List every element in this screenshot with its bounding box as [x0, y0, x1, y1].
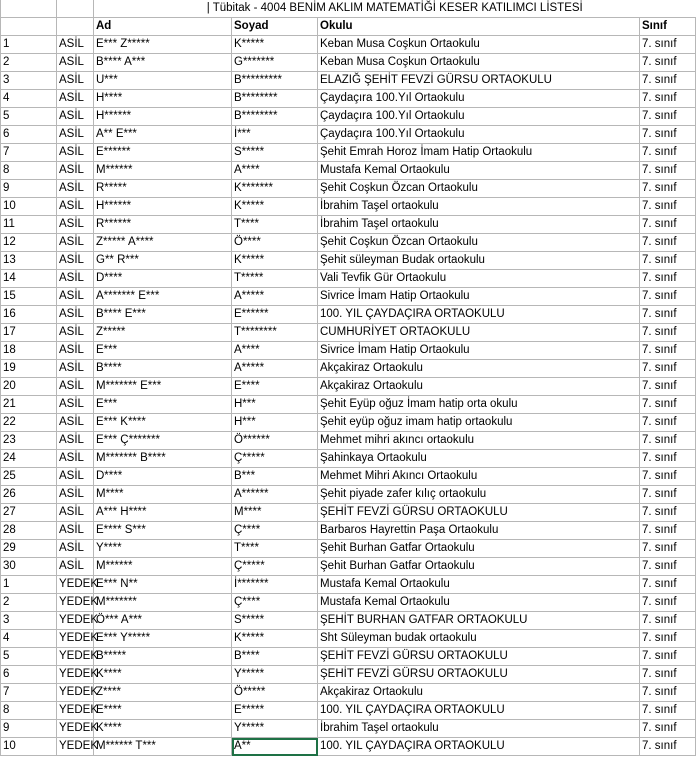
- school-cell[interactable]: Sivrice İmam Hatip Ortaokulu: [318, 342, 640, 360]
- row-number-cell[interactable]: 1: [1, 576, 57, 594]
- table-row: [1, 702, 696, 720]
- first-name-cell[interactable]: E****: [94, 702, 232, 720]
- school-cell[interactable]: ŞEHİT FEVZİ GÜRSU ORTAOKULU: [318, 504, 640, 522]
- status-cell[interactable]: ASİL: [57, 252, 94, 270]
- row-number-cell[interactable]: 6: [1, 666, 57, 684]
- row-number-cell[interactable]: 2: [1, 54, 57, 72]
- first-name-cell[interactable]: A******* E***: [94, 288, 232, 306]
- table-row: [1, 180, 696, 198]
- class-cell[interactable]: 7. sınıf: [640, 342, 696, 360]
- table-row: [1, 576, 696, 594]
- header-cell-status[interactable]: [57, 18, 94, 36]
- first-name-cell[interactable]: E*** Z*****: [94, 36, 232, 54]
- last-name-cell[interactable]: B********: [232, 108, 318, 126]
- last-name-cell[interactable]: T********: [232, 324, 318, 342]
- status-cell[interactable]: ASİL: [57, 558, 94, 576]
- last-name-cell[interactable]: H***: [232, 396, 318, 414]
- class-cell[interactable]: 7. sınıf: [640, 396, 696, 414]
- first-name-cell[interactable]: E***: [94, 342, 232, 360]
- status-cell[interactable]: ASİL: [57, 54, 94, 72]
- last-name-cell[interactable]: M****: [232, 504, 318, 522]
- row-number-cell[interactable]: 27: [1, 504, 57, 522]
- last-name-cell[interactable]: E*****: [232, 702, 318, 720]
- row-number-cell[interactable]: 24: [1, 450, 57, 468]
- school-cell[interactable]: Şehit piyade zafer kılıç ortaokulu: [318, 486, 640, 504]
- first-name-cell[interactable]: Z****: [94, 684, 232, 702]
- last-name-cell[interactable]: A******: [232, 486, 318, 504]
- row-number-cell[interactable]: 28: [1, 522, 57, 540]
- class-cell[interactable]: 7. sınıf: [640, 270, 696, 288]
- status-cell[interactable]: ASİL: [57, 270, 94, 288]
- last-name-cell[interactable]: E******: [232, 306, 318, 324]
- class-cell[interactable]: 7. sınıf: [640, 612, 696, 630]
- last-name-cell[interactable]: İ*******: [232, 576, 318, 594]
- school-cell[interactable]: Şehit Eyüp oğuz İmam hatip orta okulu: [318, 396, 640, 414]
- school-cell[interactable]: Akçakiraz Ortaokulu: [318, 378, 640, 396]
- last-name-cell[interactable]: K*******: [232, 180, 318, 198]
- class-cell[interactable]: 7. sınıf: [640, 36, 696, 54]
- first-name-cell[interactable]: B**** E***: [94, 306, 232, 324]
- last-name-cell[interactable]: T****: [232, 216, 318, 234]
- class-cell[interactable]: 7. sınıf: [640, 180, 696, 198]
- class-cell[interactable]: 7. sınıf: [640, 666, 696, 684]
- last-name-cell[interactable]: A****: [232, 162, 318, 180]
- last-name-cell[interactable]: Ç*****: [232, 558, 318, 576]
- first-name-cell[interactable]: A** E***: [94, 126, 232, 144]
- row-number-cell[interactable]: 25: [1, 468, 57, 486]
- first-name-cell[interactable]: H****: [94, 90, 232, 108]
- row-number-cell[interactable]: 5: [1, 648, 57, 666]
- school-cell[interactable]: Şehit Coşkun Özcan Ortaokulu: [318, 180, 640, 198]
- table-row: [1, 396, 696, 414]
- header-cell-soyad[interactable]: Soyad: [232, 18, 318, 36]
- table-row: [1, 594, 696, 612]
- first-name-cell[interactable]: K****: [94, 720, 232, 738]
- first-name-cell[interactable]: Z***** A****: [94, 234, 232, 252]
- last-name-cell[interactable]: A****: [232, 342, 318, 360]
- class-cell[interactable]: 7. sınıf: [640, 594, 696, 612]
- first-name-cell[interactable]: Ö*** A***: [94, 612, 232, 630]
- status-cell[interactable]: ASİL: [57, 216, 94, 234]
- class-cell[interactable]: 7. sınıf: [640, 162, 696, 180]
- school-cell[interactable]: 100. YIL ÇAYDAÇIRA ORTAOKULU: [318, 738, 640, 756]
- last-name-cell[interactable]: K*****: [232, 630, 318, 648]
- first-name-cell[interactable]: B*****: [94, 648, 232, 666]
- last-name-cell[interactable]: A*****: [232, 360, 318, 378]
- row-number-cell[interactable]: 10: [1, 738, 57, 756]
- school-cell[interactable]: Şehit eyüp oğuz imam hatip ortaokulu: [318, 414, 640, 432]
- table-row: [1, 270, 696, 288]
- table-row: [1, 648, 696, 666]
- status-cell[interactable]: ASİL: [57, 378, 94, 396]
- school-cell[interactable]: Çaydaçıra 100.Yıl Ortaokulu: [318, 108, 640, 126]
- school-cell[interactable]: Şehit Coşkun Özcan Ortaokulu: [318, 234, 640, 252]
- first-name-cell[interactable]: H******: [94, 198, 232, 216]
- class-cell[interactable]: 7. sınıf: [640, 306, 696, 324]
- status-cell[interactable]: YEDEK: [57, 594, 94, 612]
- row-number-cell[interactable]: 14: [1, 270, 57, 288]
- school-cell[interactable]: Şehit Emrah Horoz İmam Hatip Ortaokulu: [318, 144, 640, 162]
- status-cell[interactable]: ASİL: [57, 126, 94, 144]
- row-number-cell[interactable]: 1: [1, 36, 57, 54]
- row-number-cell[interactable]: 20: [1, 378, 57, 396]
- school-cell[interactable]: Şahinkaya Ortaokulu: [318, 450, 640, 468]
- status-cell[interactable]: YEDEK: [57, 738, 94, 756]
- first-name-cell[interactable]: U***: [94, 72, 232, 90]
- school-cell[interactable]: İbrahim Taşel ortaokulu: [318, 216, 640, 234]
- school-cell[interactable]: ELAZIĞ ŞEHİT FEVZİ GÜRSU ORTAOKULU: [318, 72, 640, 90]
- table-row: [1, 144, 696, 162]
- table-row: [1, 216, 696, 234]
- last-name-cell[interactable]: Y*****: [232, 666, 318, 684]
- status-cell[interactable]: YEDEK: [57, 630, 94, 648]
- table-row: [1, 36, 696, 54]
- last-name-cell[interactable]: T*****: [232, 270, 318, 288]
- school-cell[interactable]: Çaydaçıra 100.Yıl Ortaokulu: [318, 90, 640, 108]
- last-name-cell[interactable]: Ç*****: [232, 450, 318, 468]
- school-cell[interactable]: İbrahim Taşel ortaokulu: [318, 720, 640, 738]
- status-cell[interactable]: ASİL: [57, 540, 94, 558]
- status-cell[interactable]: ASİL: [57, 324, 94, 342]
- last-name-cell[interactable]: T****: [232, 540, 318, 558]
- first-name-cell[interactable]: M****: [94, 486, 232, 504]
- status-cell[interactable]: YEDEK: [57, 576, 94, 594]
- table-row: [1, 414, 696, 432]
- status-cell[interactable]: ASİL: [57, 144, 94, 162]
- table-row: [1, 54, 696, 72]
- status-cell[interactable]: ASİL: [57, 234, 94, 252]
- class-cell[interactable]: 7. sınıf: [640, 630, 696, 648]
- row-number-cell[interactable]: 21: [1, 396, 57, 414]
- row-number-cell[interactable]: 13: [1, 252, 57, 270]
- first-name-cell[interactable]: E*** Ç*******: [94, 432, 232, 450]
- class-cell[interactable]: 7. sınıf: [640, 198, 696, 216]
- table-row: [1, 378, 696, 396]
- last-name-cell[interactable]: B********: [232, 90, 318, 108]
- school-cell[interactable]: Mustafa Kemal Ortaokulu: [318, 594, 640, 612]
- school-cell[interactable]: 100. YIL ÇAYDAÇIRA ORTAOKULU: [318, 306, 640, 324]
- status-cell[interactable]: ASİL: [57, 72, 94, 90]
- first-name-cell[interactable]: D****: [94, 468, 232, 486]
- class-cell[interactable]: 7. sınıf: [640, 684, 696, 702]
- row-number-cell[interactable]: 8: [1, 702, 57, 720]
- class-cell[interactable]: 7. sınıf: [640, 126, 696, 144]
- table-row: [1, 738, 696, 756]
- last-name-cell[interactable]: Ç****: [232, 522, 318, 540]
- last-name-cell[interactable]: Ö******: [232, 432, 318, 450]
- school-cell[interactable]: ŞEHİT BURHAN GATFAR ORTAOKULU: [318, 612, 640, 630]
- table-row: [1, 162, 696, 180]
- school-cell[interactable]: Şehit Burhan Gatfar Ortaokulu: [318, 540, 640, 558]
- first-name-cell[interactable]: R*****: [94, 180, 232, 198]
- school-cell[interactable]: Sht Süleyman budak ortaokulu: [318, 630, 640, 648]
- class-cell[interactable]: 7. sınıf: [640, 54, 696, 72]
- last-name-cell[interactable]: Y*****: [232, 720, 318, 738]
- last-name-cell[interactable]: Ö*****: [232, 684, 318, 702]
- row-number-cell[interactable]: 3: [1, 72, 57, 90]
- status-cell[interactable]: ASİL: [57, 342, 94, 360]
- status-cell[interactable]: YEDEK: [57, 666, 94, 684]
- first-name-cell[interactable]: M****** T***: [94, 738, 232, 756]
- table-row: [1, 720, 696, 738]
- first-name-cell[interactable]: Y****: [94, 540, 232, 558]
- class-cell[interactable]: 7. sınıf: [640, 558, 696, 576]
- header-cell-ad[interactable]: Ad: [94, 18, 232, 36]
- row-number-cell[interactable]: 4: [1, 90, 57, 108]
- table-row: [1, 504, 696, 522]
- row-number-cell[interactable]: 18: [1, 342, 57, 360]
- table-row: [1, 324, 696, 342]
- first-name-cell[interactable]: Z*****: [94, 324, 232, 342]
- last-name-cell[interactable]: B***: [232, 468, 318, 486]
- class-cell[interactable]: 7. sınıf: [640, 216, 696, 234]
- class-cell[interactable]: 7. sınıf: [640, 90, 696, 108]
- school-cell[interactable]: Sivrice İmam Hatip Ortaokulu: [318, 288, 640, 306]
- school-cell[interactable]: Mustafa Kemal Ortaokulu: [318, 162, 640, 180]
- first-name-cell[interactable]: B**** A***: [94, 54, 232, 72]
- class-cell[interactable]: 7. sınıf: [640, 504, 696, 522]
- status-cell[interactable]: ASİL: [57, 198, 94, 216]
- class-cell[interactable]: 7. sınıf: [640, 576, 696, 594]
- status-cell[interactable]: YEDEK: [57, 702, 94, 720]
- school-cell[interactable]: Vali Tevfik Gür Ortaokulu: [318, 270, 640, 288]
- row-number-cell[interactable]: 3: [1, 612, 57, 630]
- table-row: [1, 522, 696, 540]
- row-number-cell[interactable]: 12: [1, 234, 57, 252]
- class-cell[interactable]: 7. sınıf: [640, 378, 696, 396]
- status-cell[interactable]: ASİL: [57, 180, 94, 198]
- status-cell[interactable]: ASİL: [57, 360, 94, 378]
- row-number-cell[interactable]: 6: [1, 126, 57, 144]
- table-row: [1, 72, 696, 90]
- title-row: [1, 0, 696, 18]
- school-cell[interactable]: Mehmet Mihri Akıncı Ortaokulu: [318, 468, 640, 486]
- row-number-cell[interactable]: 10: [1, 198, 57, 216]
- row-number-cell[interactable]: 11: [1, 216, 57, 234]
- school-cell[interactable]: ŞEHİT FEVZİ GÜRSU ORTAOKULU: [318, 648, 640, 666]
- title-spacer-cell[interactable]: [57, 0, 94, 18]
- class-cell[interactable]: 7. sınıf: [640, 234, 696, 252]
- class-cell[interactable]: 7. sınıf: [640, 360, 696, 378]
- status-cell[interactable]: ASİL: [57, 36, 94, 54]
- title-spacer-cell[interactable]: [1, 0, 57, 18]
- status-cell[interactable]: ASİL: [57, 306, 94, 324]
- first-name-cell[interactable]: E**** S***: [94, 522, 232, 540]
- last-name-cell[interactable]: B****: [232, 648, 318, 666]
- row-number-cell[interactable]: 9: [1, 180, 57, 198]
- last-name-cell[interactable]: G*******: [232, 54, 318, 72]
- school-cell[interactable]: Şehit Burhan Gatfar Ortaokulu: [318, 558, 640, 576]
- class-cell[interactable]: 7. sınıf: [640, 414, 696, 432]
- table-row: [1, 126, 696, 144]
- school-cell[interactable]: Akçakiraz Ortaokulu: [318, 360, 640, 378]
- status-cell[interactable]: ASİL: [57, 90, 94, 108]
- school-cell[interactable]: Mustafa Kemal Ortaokulu: [318, 576, 640, 594]
- school-cell[interactable]: Şehit süleyman Budak ortaokulu: [318, 252, 640, 270]
- class-cell[interactable]: 7. sınıf: [640, 648, 696, 666]
- table-row: [1, 252, 696, 270]
- first-name-cell[interactable]: E*** N**: [94, 576, 232, 594]
- row-number-cell[interactable]: 19: [1, 360, 57, 378]
- school-cell[interactable]: 100. YIL ÇAYDAÇIRA ORTAOKULU: [318, 702, 640, 720]
- last-name-cell[interactable]: Ö****: [232, 234, 318, 252]
- row-number-cell[interactable]: 7: [1, 144, 57, 162]
- class-cell[interactable]: 7. sınıf: [640, 738, 696, 756]
- first-name-cell[interactable]: E******: [94, 144, 232, 162]
- table-row: [1, 558, 696, 576]
- status-cell[interactable]: ASİL: [57, 432, 94, 450]
- status-cell[interactable]: ASİL: [57, 108, 94, 126]
- first-name-cell[interactable]: H******: [94, 108, 232, 126]
- table-row: [1, 198, 696, 216]
- table-row: [1, 612, 696, 630]
- last-name-cell[interactable]: Ç****: [232, 594, 318, 612]
- school-cell[interactable]: Mehmet mihri akıncı ortaokulu: [318, 432, 640, 450]
- table-row: [1, 684, 696, 702]
- school-cell[interactable]: Keban Musa Coşkun Ortaokulu: [318, 36, 640, 54]
- status-cell[interactable]: ASİL: [57, 486, 94, 504]
- row-number-cell[interactable]: 17: [1, 324, 57, 342]
- table-row: [1, 360, 696, 378]
- first-name-cell[interactable]: R******: [94, 216, 232, 234]
- first-name-cell[interactable]: A*** H****: [94, 504, 232, 522]
- first-name-cell[interactable]: M******: [94, 558, 232, 576]
- header-cell-number[interactable]: [1, 18, 57, 36]
- header-cell-sinif[interactable]: Sınıf: [640, 18, 696, 36]
- last-name-cell[interactable]: H***: [232, 414, 318, 432]
- last-name-cell[interactable]: S*****: [232, 612, 318, 630]
- class-cell[interactable]: 7. sınıf: [640, 324, 696, 342]
- first-name-cell[interactable]: M*******: [94, 594, 232, 612]
- table-row: [1, 450, 696, 468]
- row-number-cell[interactable]: 26: [1, 486, 57, 504]
- class-cell[interactable]: 7. sınıf: [640, 432, 696, 450]
- class-cell[interactable]: 7. sınıf: [640, 252, 696, 270]
- row-number-cell[interactable]: 5: [1, 108, 57, 126]
- status-cell[interactable]: ASİL: [57, 288, 94, 306]
- header-cell-okulu[interactable]: Okulu: [318, 18, 640, 36]
- table-row: [1, 90, 696, 108]
- school-cell[interactable]: Akçakiraz Ortaokulu: [318, 684, 640, 702]
- class-cell[interactable]: 7. sınıf: [640, 72, 696, 90]
- table-row: [1, 432, 696, 450]
- status-cell[interactable]: ASİL: [57, 468, 94, 486]
- status-cell[interactable]: ASİL: [57, 522, 94, 540]
- last-name-cell[interactable]: B*********: [232, 72, 318, 90]
- row-number-cell[interactable]: 23: [1, 432, 57, 450]
- table-row: [1, 468, 696, 486]
- table-row: [1, 486, 696, 504]
- class-cell[interactable]: 7. sınıf: [640, 468, 696, 486]
- status-cell[interactable]: ASİL: [57, 414, 94, 432]
- first-name-cell[interactable]: D****: [94, 270, 232, 288]
- status-cell[interactable]: YEDEK: [57, 720, 94, 738]
- status-cell[interactable]: ASİL: [57, 396, 94, 414]
- class-cell[interactable]: 7. sınıf: [640, 144, 696, 162]
- class-cell[interactable]: 7. sınıf: [640, 720, 696, 738]
- table-row: [1, 306, 696, 324]
- first-name-cell[interactable]: E*** K****: [94, 414, 232, 432]
- school-cell[interactable]: CUMHURİYET ORTAOKULU: [318, 324, 640, 342]
- first-name-cell[interactable]: M******* B****: [94, 450, 232, 468]
- last-name-cell[interactable]: İ***: [232, 126, 318, 144]
- row-number-cell[interactable]: 7: [1, 684, 57, 702]
- school-cell[interactable]: İbrahim Taşel ortaokulu: [318, 198, 640, 216]
- school-cell[interactable]: Çaydaçıra 100.Yıl Ortaokulu: [318, 126, 640, 144]
- first-name-cell[interactable]: M******: [94, 162, 232, 180]
- row-number-cell[interactable]: 9: [1, 720, 57, 738]
- school-cell[interactable]: Barbaros Hayrettin Paşa Ortaokulu: [318, 522, 640, 540]
- last-name-cell[interactable]: E****: [232, 378, 318, 396]
- table-row: [1, 342, 696, 360]
- row-number-cell[interactable]: 22: [1, 414, 57, 432]
- class-cell[interactable]: 7. sınıf: [640, 522, 696, 540]
- last-name-cell[interactable]: A*****: [232, 288, 318, 306]
- last-name-cell[interactable]: K*****: [232, 36, 318, 54]
- class-cell[interactable]: 7. sınıf: [640, 486, 696, 504]
- row-number-cell[interactable]: 2: [1, 594, 57, 612]
- row-number-cell[interactable]: 29: [1, 540, 57, 558]
- status-cell[interactable]: ASİL: [57, 504, 94, 522]
- class-cell[interactable]: 7. sınıf: [640, 288, 696, 306]
- status-cell[interactable]: YEDEK: [57, 648, 94, 666]
- table-row: [1, 666, 696, 684]
- row-number-cell[interactable]: 15: [1, 288, 57, 306]
- table-row: [1, 540, 696, 558]
- table-row: [1, 288, 696, 306]
- row-number-cell[interactable]: 4: [1, 630, 57, 648]
- class-cell[interactable]: 7. sınıf: [640, 540, 696, 558]
- class-cell[interactable]: 7. sınıf: [640, 108, 696, 126]
- first-name-cell[interactable]: G** R***: [94, 252, 232, 270]
- table-row: [1, 234, 696, 252]
- sheet-title[interactable]: | Tübitak - 4004 BENİM AKLIM MATEMATİĞİ KESER KATILIMCI LİSTESİ: [94, 0, 696, 18]
- table-row: [1, 108, 696, 126]
- class-cell[interactable]: 7. sınıf: [640, 450, 696, 468]
- row-number-cell[interactable]: 8: [1, 162, 57, 180]
- last-name-cell[interactable]: K*****: [232, 198, 318, 216]
- first-name-cell[interactable]: K****: [94, 666, 232, 684]
- status-cell[interactable]: YEDEK: [57, 684, 94, 702]
- last-name-cell[interactable]: S*****: [232, 144, 318, 162]
- first-name-cell[interactable]: E***: [94, 396, 232, 414]
- row-number-cell[interactable]: 30: [1, 558, 57, 576]
- first-name-cell[interactable]: B****: [94, 360, 232, 378]
- status-cell[interactable]: ASİL: [57, 450, 94, 468]
- first-name-cell[interactable]: M******* E***: [94, 378, 232, 396]
- class-cell[interactable]: 7. sınıf: [640, 702, 696, 720]
- school-cell[interactable]: Keban Musa Coşkun Ortaokulu: [318, 54, 640, 72]
- school-cell[interactable]: ŞEHİT FEVZİ GÜRSU ORTAOKULU: [318, 666, 640, 684]
- header-row: [1, 18, 696, 36]
- first-name-cell[interactable]: E*** Y*****: [94, 630, 232, 648]
- last-name-cell[interactable]: K*****: [232, 252, 318, 270]
- status-cell[interactable]: YEDEK: [57, 612, 94, 630]
- status-cell[interactable]: ASİL: [57, 162, 94, 180]
- table-row: [1, 630, 696, 648]
- row-number-cell[interactable]: 16: [1, 306, 57, 324]
- last-name-cell[interactable]: A**: [232, 738, 318, 756]
